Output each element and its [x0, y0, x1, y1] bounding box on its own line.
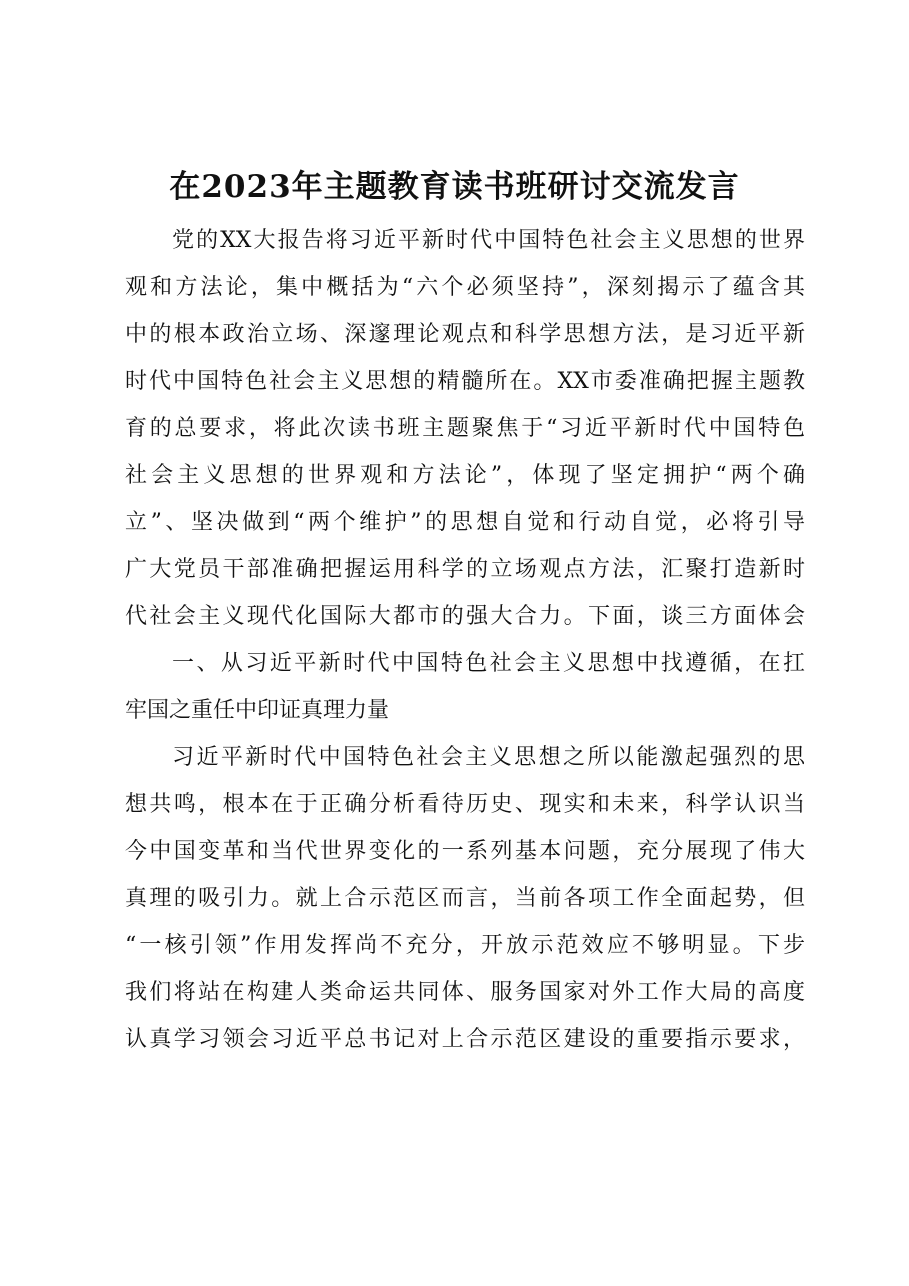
paragraph-line: 代社会主义现代化国际大都市的强大合力。下面，谈三方面体会	[125, 604, 805, 629]
section-heading-line: 一、从习近平新时代中国特色社会主义思想中找遵循，在扛	[172, 651, 805, 676]
paragraph-line: 观和方法论，集中概括为“六个必须坚持”，深刻揭示了蕴含其	[125, 275, 805, 300]
paragraph-line: 真理的吸引力。就上合示范区而言，当前各项工作全面起势，但	[125, 886, 805, 911]
paragraph-line: 社会主义思想的世界观和方法论”，体现了坚定拥护“两个确	[125, 463, 805, 488]
paragraph-line: 立”、坚决做到“两个维护”的思想自觉和行动自觉，必将引导	[125, 510, 805, 535]
paragraph-line: “一核引领”作用发挥尚不充分，开放示范效应不够明显。下步	[125, 933, 805, 958]
section-heading-line: 牢国之重任中印证真理力量	[125, 698, 390, 723]
document-title: 在2023年主题教育读书班研讨交流发言	[169, 169, 740, 205]
paragraph-line: 时代中国特色社会主义思想的精髓所在。XX市委准确把握主题教	[125, 369, 805, 394]
paragraph-line: 习近平新时代中国特色社会主义思想之所以能激起强烈的思	[172, 745, 805, 770]
paragraph-line: 想共鸣，根本在于正确分析看待历史、现实和未来，科学认识当	[125, 792, 805, 817]
paragraph-line: 党的XX大报告将习近平新时代中国特色社会主义思想的世界	[172, 228, 805, 253]
paragraph-line: 我们将站在构建人类命运共同体、服务国家对外工作大局的高度	[125, 980, 805, 1005]
paragraph-line: 认真学习领会习近平总书记对上合示范区建设的重要指示要求，	[125, 1027, 805, 1052]
paragraph-line: 育的总要求，将此次读书班主题聚焦于“习近平新时代中国特色	[125, 416, 805, 441]
paragraph-line: 中的根本政治立场、深邃理论观点和科学思想方法，是习近平新	[125, 322, 805, 347]
paragraph-line: 今中国变革和当代世界变化的一系列基本问题，充分展现了伟大	[125, 839, 805, 864]
paragraph-line: 广大党员干部准确把握运用科学的立场观点方法，汇聚打造新时	[125, 557, 805, 582]
